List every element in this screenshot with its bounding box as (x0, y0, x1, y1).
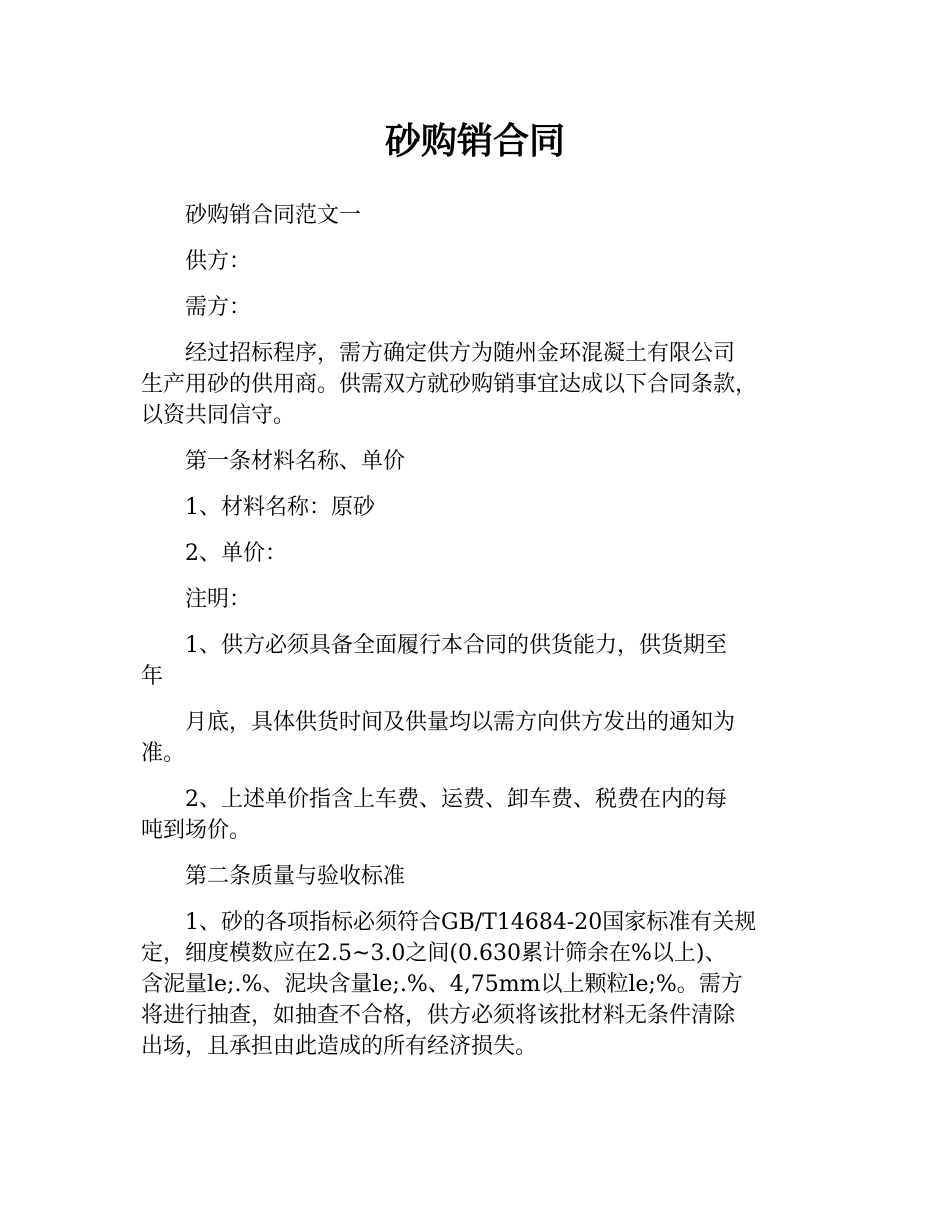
paragraph-supplier: 供方： (185, 249, 252, 274)
paragraph-article-2-heading: 第二条质量与验收标准 (185, 864, 406, 889)
document-title: 砂购销合同 (384, 121, 565, 162)
paragraph-material-name: 1、材料名称：原砂 (185, 495, 375, 520)
paragraph-article-1-heading: 第一条材料名称、单价 (185, 449, 406, 474)
paragraph-quality-standard: 1、砂的各项指标必须符合GB/T14684-20国家标准有关规 定，细度模数应在2.5~3.0之间(0.630累计筛余在%以上)、 含泥量le;.%、泥块含量le;.%、4,75mm以上颗粒le;%。需方 将进行抽查，如抽查不合格，供方必须将该批材料无条件清除 出场，且承担由此造成的所有经济损失。 (141, 910, 757, 1059)
paragraph-subtitle: 砂购销合同范文一 (185, 203, 362, 228)
paragraph-note-heading: 注明： (185, 587, 252, 612)
paragraph-buyer: 需方： (185, 295, 252, 320)
paragraph-note-1-cont: 月底，具体供货时间及供量均以需方向供方发出的通知为 准。 (141, 710, 736, 766)
paragraph-note-1: 1、供方必须具备全面履行本合同的供货能力，供货期至 年 (141, 633, 727, 689)
paragraph-note-2: 2、上述单价指含上车费、运费、卸车费、税费在内的每 吨到场价。 (141, 787, 727, 843)
paragraph-unit-price: 2、单价： (185, 541, 287, 566)
paragraph-intro: 经过招标程序，需方确定供方为随州金环混凝土有限公司 生产用砂的供用商。供需双方就砂购销事宜达成以下合同条款， 以资共同信守。 (141, 341, 758, 428)
document-body (141, 200, 831, 1077)
